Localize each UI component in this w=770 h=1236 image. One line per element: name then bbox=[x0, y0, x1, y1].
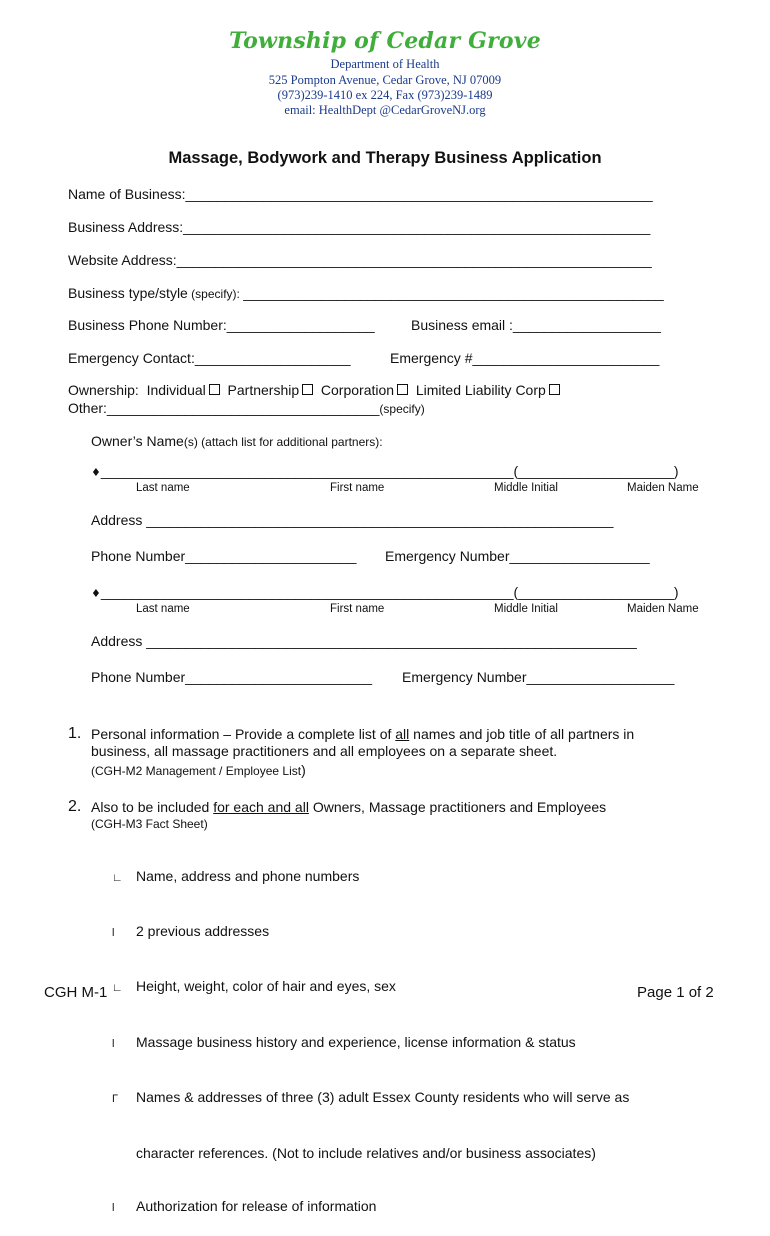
checklist-item bbox=[112, 1034, 629, 1054]
checklist-item bbox=[112, 1089, 629, 1109]
ownership-individual-checkbox[interactable] bbox=[209, 384, 220, 395]
checklist-item-text: Names & addresses of three (3) adult Essex County residents who will serve as bbox=[136, 1089, 630, 1106]
owner-1-name-line[interactable] bbox=[91, 463, 679, 479]
checklist-mark-icon: l bbox=[112, 1037, 115, 1050]
checklist-mark-icon: Γ bbox=[112, 1093, 119, 1106]
ownership-partnership-label: Partnership bbox=[227, 382, 300, 398]
diamond-bullet-icon: ♦ bbox=[91, 466, 101, 479]
owner-1-middle-initial-caption: Middle Initial bbox=[494, 482, 558, 494]
ownership-partnership-checkbox[interactable] bbox=[302, 384, 313, 395]
owner-1-last-name-caption: Last name bbox=[136, 482, 190, 494]
business-type-specify: (specify): bbox=[187, 287, 244, 301]
ownership-llc-checkbox[interactable] bbox=[549, 384, 560, 395]
owner-2-first-name-caption: First name bbox=[330, 603, 385, 615]
item-1-text-a: Personal information – Provide a complete list of bbox=[91, 726, 396, 742]
department-phone-fax: (973)239-1410 ex 224, Fax (973)239-1489 bbox=[277, 88, 493, 102]
checklist-item-text: 2 previous addresses bbox=[136, 922, 270, 939]
owner-2-maiden-name-caption: Maiden Name bbox=[627, 603, 699, 615]
owner-2-phone-field[interactable]: Phone Number________________________ bbox=[91, 669, 373, 685]
ownership-row bbox=[68, 382, 560, 398]
checklist-item bbox=[112, 923, 629, 943]
brand-title: Township of Cedar Grove bbox=[229, 28, 541, 54]
item-1-line-1 bbox=[91, 726, 634, 742]
item-1-line-2: business, all massage practitioners and all employees on a separate sheet. bbox=[91, 743, 558, 759]
emergency-number-field[interactable]: Emergency #________________________ bbox=[390, 350, 660, 366]
owner-2-address-field[interactable]: Address _______________________________________________________________ bbox=[91, 633, 637, 649]
checklist-item bbox=[112, 1198, 629, 1218]
item-1-reference bbox=[91, 762, 306, 778]
owner-2-middle-initial-caption: Middle Initial bbox=[494, 603, 558, 615]
ownership-corporation-checkbox[interactable] bbox=[397, 384, 408, 395]
business-type-field[interactable] bbox=[68, 285, 664, 301]
item-2-underlined: for each and all bbox=[213, 799, 309, 815]
form-title: Massage, Bodywork and Therapy Business Application bbox=[168, 149, 602, 167]
page-number: Page 1 of 2 bbox=[637, 984, 714, 1001]
checklist-item-text: Authorization for release of information bbox=[136, 1197, 377, 1214]
business-email-field[interactable]: Business email :___________________ bbox=[411, 317, 661, 333]
ownership-corporation-label: Corporation bbox=[320, 382, 395, 398]
item-2-line-1 bbox=[91, 799, 606, 815]
owner-1-emergency-field[interactable]: Emergency Number__________________ bbox=[385, 548, 650, 564]
ownership-llc-label: Limited Liability Corp bbox=[415, 382, 546, 398]
business-type-line[interactable]: ______________________________________________________ bbox=[243, 285, 664, 301]
owner-1-name-underline[interactable]: _____________________________________________________(____________________) bbox=[100, 463, 679, 479]
item-1-number: 1. bbox=[68, 725, 82, 742]
department-address: 525 Pompton Avenue, Cedar Grove, NJ 07009 bbox=[268, 73, 502, 87]
checklist-mark-icon: l bbox=[112, 1201, 115, 1214]
ownership-other-field[interactable] bbox=[68, 400, 425, 416]
requirements-checklist bbox=[112, 832, 629, 1236]
item-1-ref-close: ) bbox=[301, 762, 306, 778]
owner-2-last-name-caption: Last name bbox=[136, 603, 190, 615]
checklist-item-text: Name, address and phone numbers bbox=[136, 867, 360, 884]
checklist-mark-icon: ∟ bbox=[112, 982, 123, 995]
business-type-label: Business type/style bbox=[68, 285, 188, 301]
checklist-item-text: Height, weight, color of hair and eyes, sex bbox=[136, 978, 396, 995]
item-2-text-b: Owners, Massage practitioners and Employees bbox=[308, 799, 607, 815]
checklist-item-text: character references. (Not to include relatives and/or business associates) bbox=[136, 1144, 596, 1161]
website-address-field[interactable]: Website Address:_____________________________________________________________ bbox=[68, 252, 652, 268]
other-specify: (specify) bbox=[379, 402, 425, 416]
business-phone-field[interactable]: Business Phone Number:___________________ bbox=[68, 317, 375, 333]
owner-1-maiden-name-caption: Maiden Name bbox=[627, 482, 699, 494]
checklist-mark-icon: l bbox=[112, 926, 115, 939]
checklist-item-text: Massage business history and experience, license information & status bbox=[136, 1033, 576, 1050]
emergency-contact-field[interactable]: Emergency Contact:____________________ bbox=[68, 350, 351, 366]
item-2-number: 2. bbox=[68, 798, 82, 815]
owners-label: Owner’s Name bbox=[91, 433, 184, 449]
checklist-item bbox=[112, 1145, 629, 1163]
item-2-text-a: Also to be included bbox=[91, 799, 214, 815]
owner-1-phone-field[interactable]: Phone Number______________________ bbox=[91, 548, 357, 564]
department-email: email: HealthDept @CedarGroveNJ.org bbox=[284, 103, 486, 117]
item-1-text-b: names and job title of all partners in bbox=[409, 726, 635, 742]
owner-2-name-line[interactable] bbox=[91, 584, 679, 600]
owners-note: (s) (attach list for additional partners): bbox=[183, 435, 383, 449]
name-of-business-field[interactable]: Name of Business:____________________________________________________________ bbox=[68, 186, 653, 202]
checklist-item bbox=[112, 978, 629, 998]
checklist-mark-icon: ∟ bbox=[112, 871, 123, 884]
ownership-individual-label: Individual bbox=[146, 382, 206, 398]
form-code: CGH M-1 bbox=[44, 984, 108, 1001]
item-1-ref-text: (CGH-M2 Management / Employee List bbox=[91, 764, 302, 778]
ownership-label: Ownership: bbox=[68, 382, 147, 398]
diamond-bullet-icon: ♦ bbox=[91, 587, 101, 600]
owner-1-first-name-caption: First name bbox=[330, 482, 385, 494]
checklist-item bbox=[112, 868, 629, 888]
business-address-field[interactable]: Business Address:____________________________________________________________ bbox=[68, 219, 651, 235]
owner-2-name-underline[interactable]: _____________________________________________________(____________________) bbox=[100, 584, 679, 600]
item-1-underlined: all bbox=[395, 726, 410, 742]
department-name: Department of Health bbox=[330, 57, 440, 71]
owner-1-address-field[interactable]: Address ____________________________________________________________ bbox=[91, 512, 614, 528]
owners-heading bbox=[91, 433, 383, 449]
other-line[interactable]: Other:___________________________________ bbox=[68, 400, 380, 416]
owner-2-emergency-field[interactable]: Emergency Number___________________ bbox=[402, 669, 675, 685]
item-2-reference: (CGH-M3 Fact Sheet) bbox=[91, 817, 208, 831]
